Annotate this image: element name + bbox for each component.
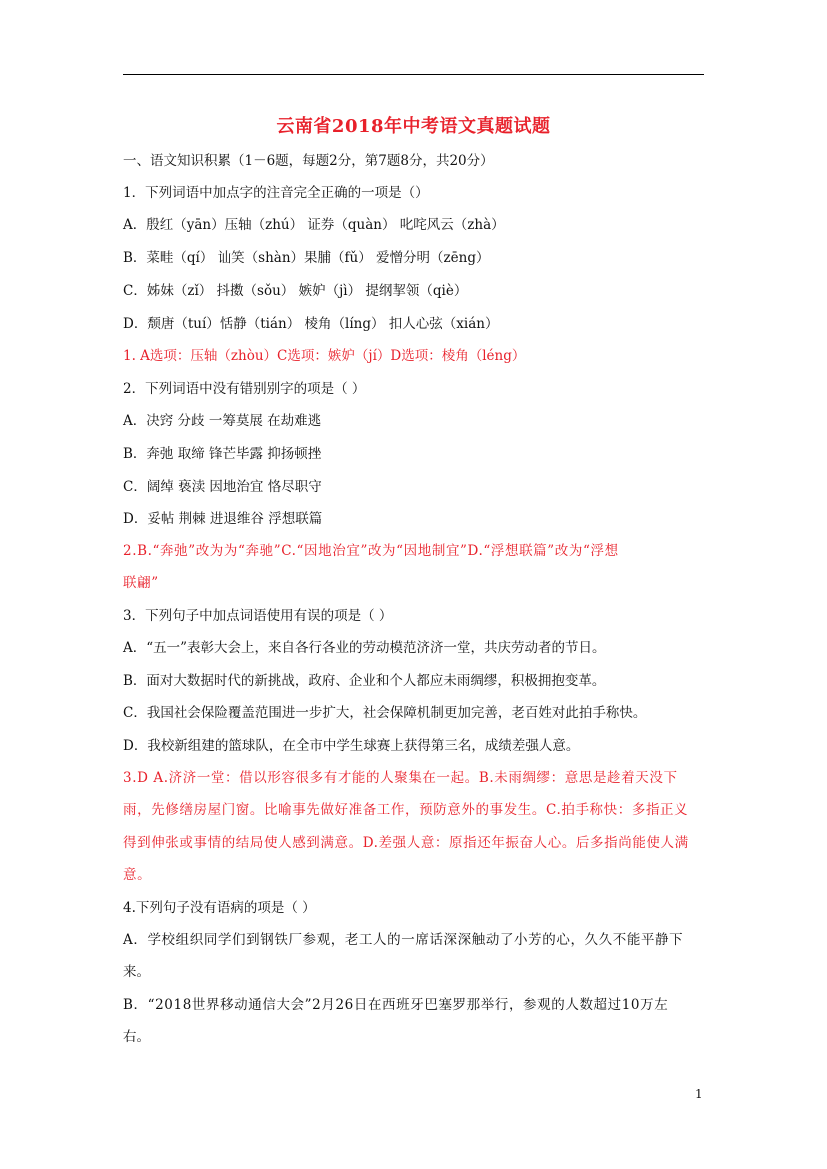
section-heading: 一、语文知识积累（1－6题，每题2分，第7题8分，共20分） [123,153,494,169]
question-line: 1．下列词语中加点字的注音完全正确的一项是（） [123,185,429,201]
answer-line: 2.B.“奔弛”改为为“奔驰”C.“因地治宜”改为“因地制宜”D.“浮想联篇”改为“浮想 [123,543,619,559]
question-line: B．菜畦（qí） 讪笑（shàn）果脯（fǔ） 爱憎分明（zēng） [123,250,490,266]
question-line: 右。 [123,1029,150,1045]
question-line: B．奔弛 取缔 锋芒毕露 抑扬顿挫 [123,446,322,462]
header-rule [123,74,704,75]
question-line: B．面对大数据时代的新挑战，政府、企业和个人都应未雨绸缪，积极拥抱变革。 [123,673,606,689]
question-line: A．殷红（yān）压轴（zhú） 证券（quàn） 叱咤风云（zhà） [123,217,505,233]
question-line: D．妥帖 荆棘 进退维谷 浮想联篇 [123,511,323,527]
answer-line: 联翩” [123,575,159,591]
question-line: C．姊妹（zǐ） 抖擞（sǒu） 嫉妒（jì） 提纲挈领（qiè） [123,283,468,299]
question-line: 3．下列句子中加点词语使用有误的项是（ ） [123,608,393,624]
question-line: A．学校组织同学们到钢铁厂参观，老工人的一席话深深触动了小芳的心，久久不能平静下 [123,932,684,948]
question-line: A．“五一”表彰大会上，来自各行各业的劳动模范济济一堂，共庆劳动者的节日。 [123,640,606,656]
question-line: D．颓唐（tuí）恬静（tián） 棱角（líng） 扣人心弦（xián） [123,316,499,332]
page-number: 1 [695,1087,703,1101]
answer-line: 3.D A.济济一堂：借以形容很多有才能的人聚集在一起。B.未雨绸缪：意思是趁着天没下 [123,770,678,786]
question-line: D．我校新组建的篮球队，在全市中学生球赛上获得第三名，成绩差强人意。 [123,738,580,754]
question-line: A．决窍 分歧 一筹莫展 在劫难逃 [123,413,322,429]
question-line: 2．下列词语中没有错别别字的项是（ ） [123,381,366,397]
document-title: 云南省2018年中考语文真题试题 [276,116,551,137]
question-line: B．“2018世界移动通信大会”2月26日在西班牙巴塞罗那举行，参观的人数超过10万左 [123,997,669,1013]
answer-line: 雨，先修缮房屋门窗。比喻事先做好准备工作，预防意外的事发生。C.拍手称快：多指正义 [123,802,689,818]
answer-line: 得到伸张或事情的结局使人感到满意。D.差强人意：原指还年振奋人心。后多指尚能使人满 [123,835,689,851]
question-line: C．我国社会保险覆盖范围进一步扩大，社会保障机制更加完善，老百姓对此拍手称快。 [123,705,647,721]
question-line: 4.下列句子没有语病的项是（ ） [123,900,316,916]
question-line: C．阔绰 亵渎 因地治宜 恪尽职守 [123,479,322,495]
answer-line: 1. A选项：压轴（zhòu）C选项：嫉妒（jí）D选项：棱角（léng） [123,348,526,364]
answer-line: 意。 [123,867,152,883]
question-line: 来。 [123,964,150,980]
